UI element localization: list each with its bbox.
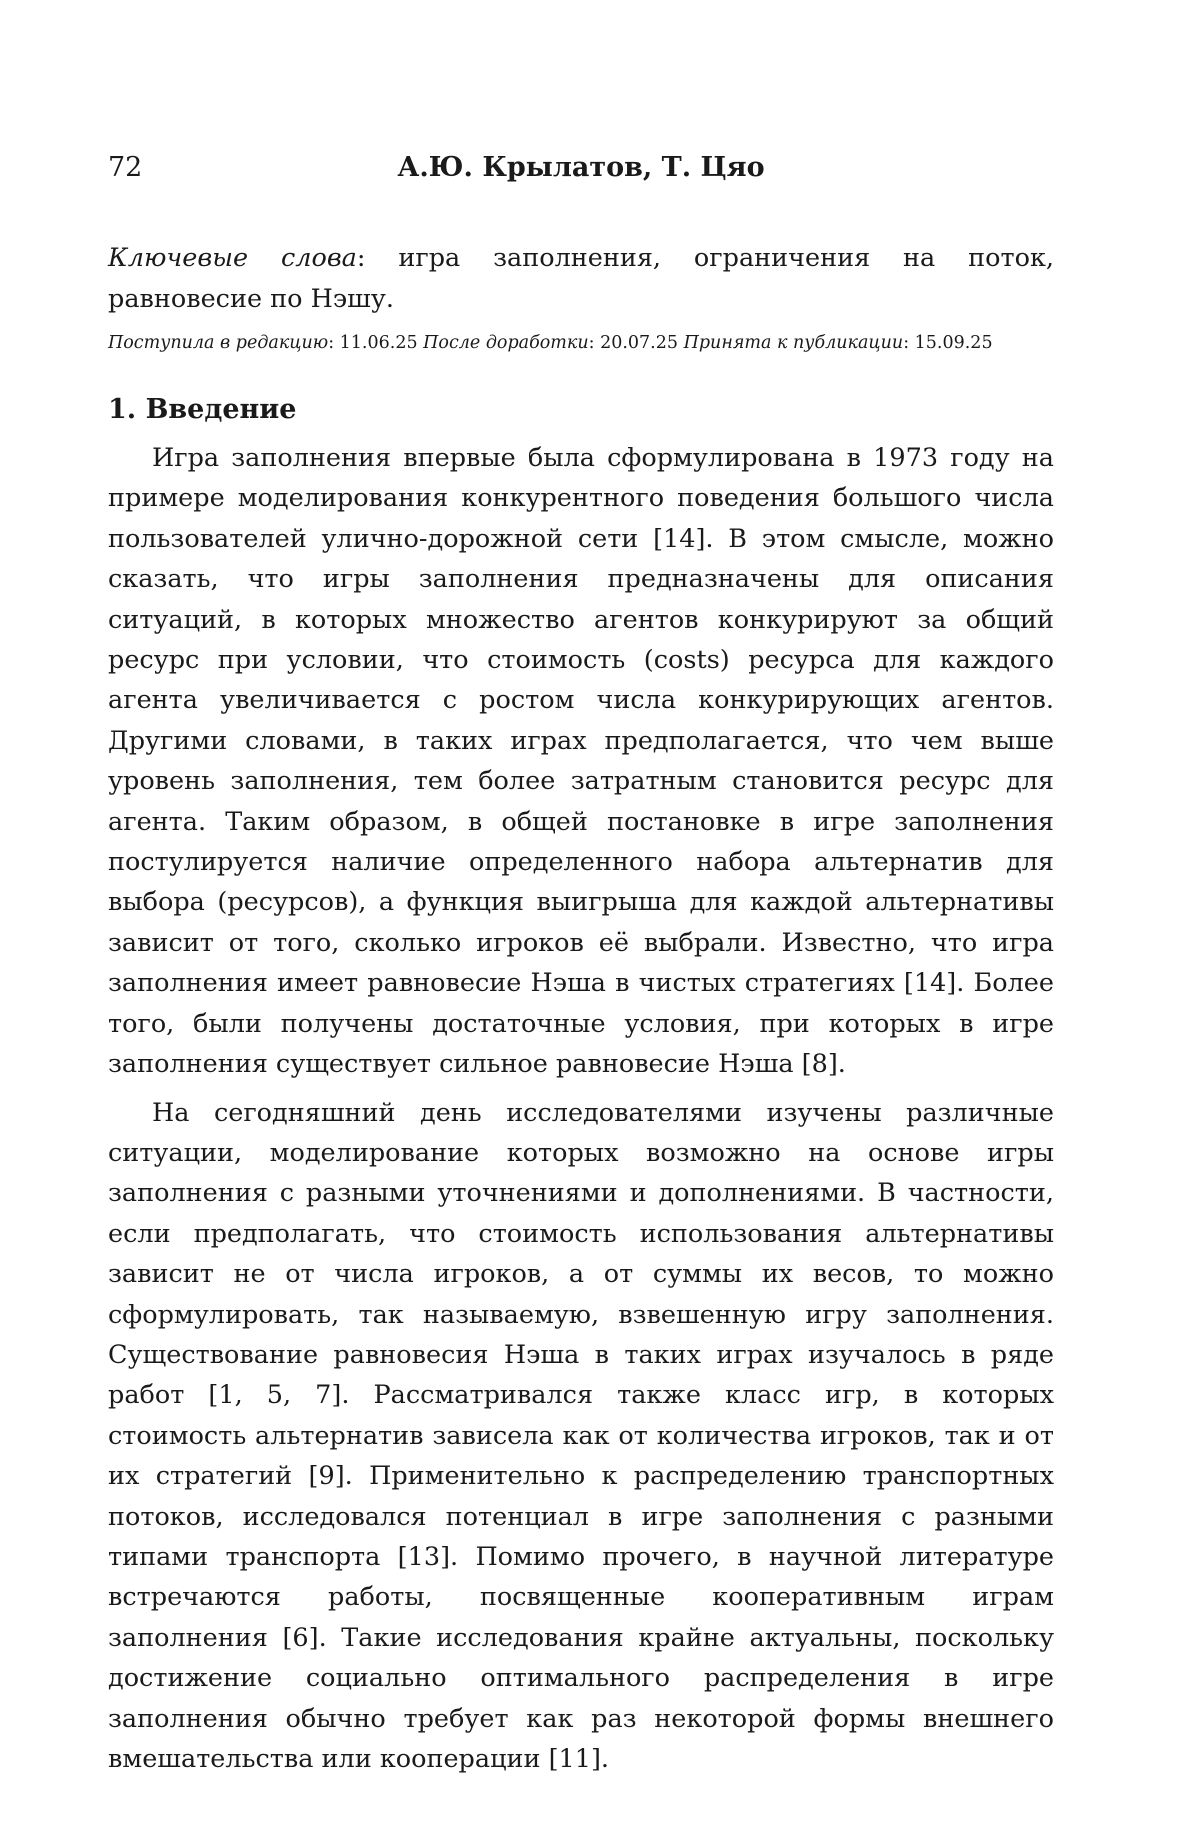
page-number: 72 — [108, 148, 142, 188]
body-paragraph-2: На сегодняшний день исследователями изучены различные ситуации, моделирование которых возможно на основе игры заполнения с разными уточнениями и дополнениями. В частности, если предполагать, что стоимость использования альтернативы зависит не от числа игроков, а от суммы их весов, то можно сформулировать, так называемую, взвешенную игру заполнения. Существование равновесия Нэша в таких играх изучалось в ряде работ [1, 5, 7]. Рассматривался также класс игр, в которых стоимость альтернатив зависела как от количества игроков, так и от их стратегий [9]. Применительно к распределению транспортных потоков, исследовался потенциал в игре заполнения с разными типами транспорта [13]. Помимо прочего, в научной литературе встречаются работы, посвященные кооперативным играм заполнения [6]. Такие исследования крайне актуальны, поскольку достижение социально оптимального распределения в игре заполнения обычно требует как раз некоторой формы внешнего вмешательства или кооперации [11]. — [108, 1093, 1054, 1780]
running-title: А.Ю. Крылатов, Т. Цяо — [108, 148, 1054, 188]
accepted-label: Принята к публикации — [684, 333, 904, 353]
keywords-text: : игра заполнения, ограничения на поток, равновесие по Нэшу. — [108, 243, 1054, 314]
keywords — [108, 238, 1054, 320]
keywords-label: Ключевые слова — [108, 243, 357, 273]
page-content — [108, 238, 1054, 1779]
revised-date: : 20.07.25 — [589, 333, 684, 353]
received-date: : 11.06.25 — [328, 333, 423, 353]
received-label: Поступила в редакцию — [108, 333, 328, 353]
publication-dates — [108, 330, 1054, 356]
page-header — [108, 148, 1054, 188]
body-paragraph-1: Игра заполнения впервые была сформулирована в 1973 году на примере моделирования конкурентного поведения большого числа пользователей улично-дорожной сети [14]. В этом смысле, можно сказать, что игры заполнения предназначены для описания ситуаций, в которых множество агентов конкурируют за общий ресурс при условии, что стоимость (costs) ресурса для каждого агента увеличивается с ростом числа конкурирующих агентов. Другими словами, в таких играх предполагается, что чем выше уровень заполнения, тем более затратным становится ресурс для агента. Таким образом, в общей постановке в игре заполнения постулируется наличие определенного набора альтернатив для выбора (ресурсов), а функция выигрыша для каждой альтернативы зависит от того, сколько игроков её выбрали. Известно, что игра заполнения имеет равновесие Нэша в чистых стратегиях [14]. Более того, были получены достаточные условия, при которых в игре заполнения существует сильное равновесие Нэша [8]. — [108, 438, 1054, 1085]
section-title: 1. Введение — [108, 390, 1054, 430]
accepted-date: : 15.09.25 — [903, 333, 992, 353]
revised-label: После доработки — [423, 333, 588, 353]
journal-page — [0, 0, 1200, 1846]
